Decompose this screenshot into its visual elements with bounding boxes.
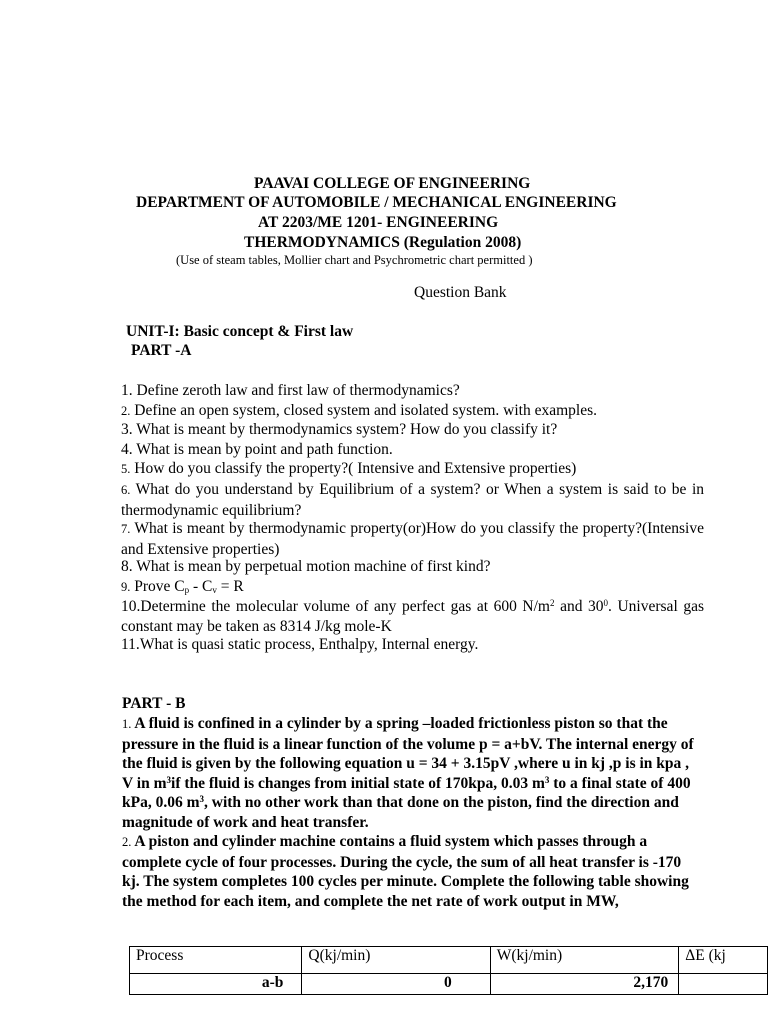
permission-note: (Use of steam tables, Mollier chart and Psychrometric chart permitted )	[176, 253, 533, 267]
part-a-question-9: 9. Prove $C_p - C_v = R$	[121, 578, 244, 595]
part-a-question-8: 8. What is mean by perpetual motion machine of first kind?	[121, 558, 491, 575]
part-a-question-5: 5. How do you classify the property?( Intensive and Extensive properties)	[121, 460, 577, 477]
table-row	[130, 974, 768, 995]
part-b-question-1: 1. A fluid is confined in a cylinder by a spring –loaded frictionless piston so that the pressure in the fluid is a linear function of the volume p = a+bV. The internal energy of the fluid is given by the following equation u = 34 + 3.15pV ,where u in kj ,p is in kpa , V in $m^3if$ the fluid is changes from initial state of 170kpa, 0.03 $m^3$ to a final state of 400 kPa, 0.06 $m^3$, with no other work than that done on the piston, find the direction and magnitude of work and heat transfer.	[122, 715, 694, 831]
part-a-question-2: 2. Define an open system, closed system and isolated system. with examples.	[121, 402, 598, 419]
cell-process: a-b	[130, 974, 302, 995]
college-name: PAAVAI COLLEGE OF ENGINEERING	[254, 175, 531, 192]
table-header-row	[130, 947, 768, 974]
course-code: AT 2203/ME 1201- ENGINEERING	[258, 214, 499, 231]
part-a-question-3: 3. What is meant by thermodynamics system? How do you classify it?	[121, 421, 558, 438]
part-b-question-2: 2. A piston and cylinder machine contains a fluid system which passes through a complete cycle of four processes. During the cycle, the sum of all heat transfer is -170 kj. The system completes 100 cycles per minute. Complete the following table showing the method for each item, and complete the net rate of work output in MW,	[122, 833, 689, 910]
department-name: DEPARTMENT OF AUTOMOBILE / MECHANICAL ENGINEERING	[136, 194, 617, 211]
header-process: Process	[130, 947, 302, 974]
process-table	[129, 946, 768, 995]
course-title: THERMODYNAMICS (Regulation 2008)	[244, 234, 522, 251]
cell-heat: 0	[302, 974, 490, 995]
part-a-question-10: 10.Determine the molecular volume of any perfect gas at 600 $N/m^2$ and $30^0$. Universal gas constant may be taken as 8314 J/kg mole-K	[121, 598, 704, 635]
header-energy: ΔE (kj	[679, 947, 768, 974]
cell-energy	[679, 974, 768, 995]
doc-subtitle: Question Bank	[414, 284, 507, 301]
part-b-heading: PART - B	[122, 695, 186, 712]
part-a-question-7: 7. What is meant by thermodynamic property(or)How do you classify the property?(Intensive and Extensive properties)	[121, 520, 704, 558]
part-a-question-6: 6. What do you understand by Equilibrium of a system? or When a system is said to be in thermodynamic equilibrium?	[121, 481, 704, 519]
cell-work: 2,170	[490, 974, 679, 995]
part-a-heading: PART -A	[131, 342, 192, 359]
part-a-question-11: 11.What is quasi static process, Enthalpy, Internal energy.	[121, 636, 479, 653]
unit-title: UNIT-I: Basic concept & First law	[126, 323, 354, 340]
header-heat: Q(kj/min)	[302, 947, 490, 974]
header-work: W(kj/min)	[490, 947, 679, 974]
part-a-question-1: 1. Define zeroth law and first law of thermodynamics?	[121, 382, 460, 399]
part-a-question-4: 4. What is mean by point and path function.	[121, 441, 393, 458]
